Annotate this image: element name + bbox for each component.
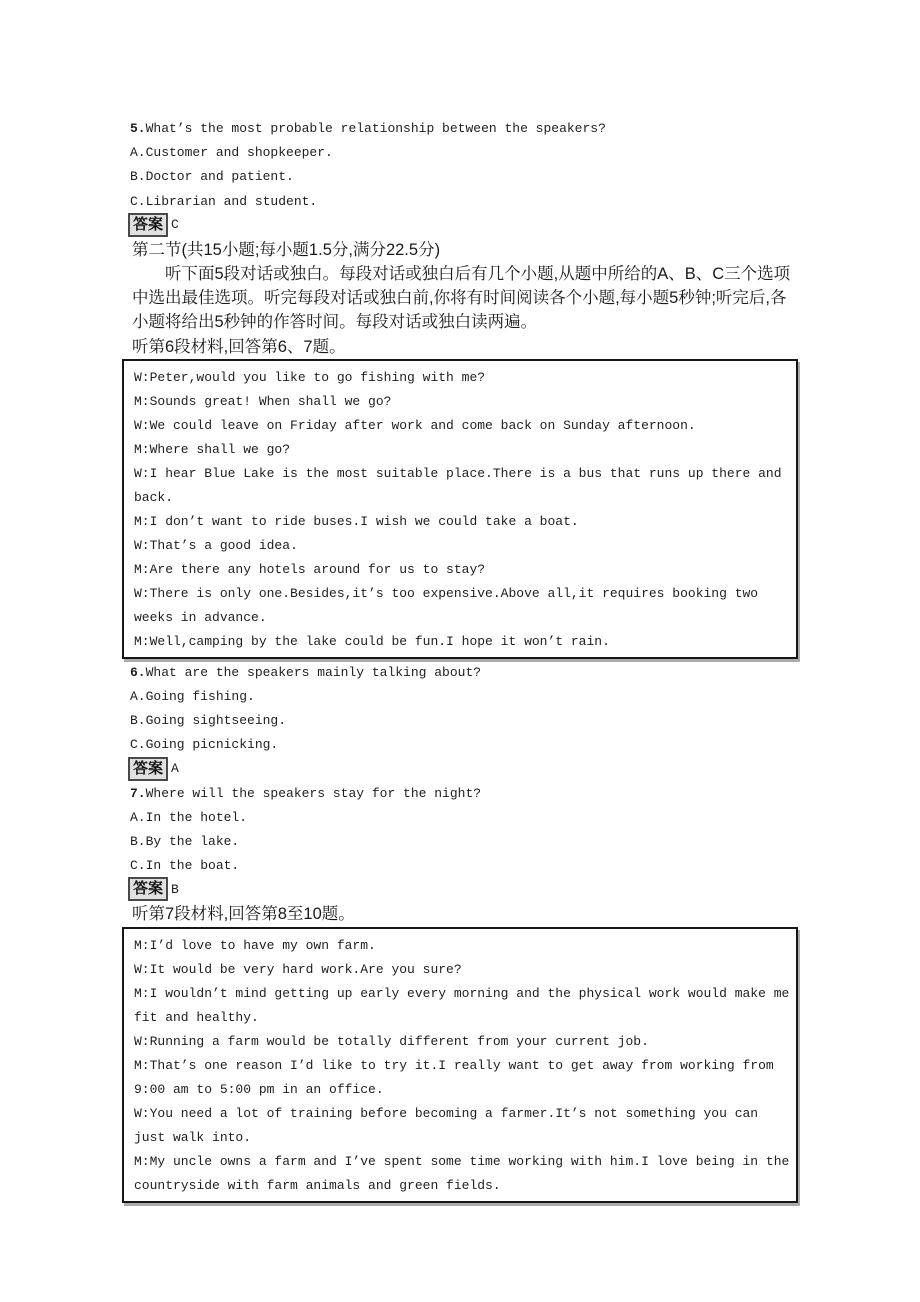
dialogue-line: W:We could leave on Friday after work and come back on Sunday afternoon. <box>134 417 696 433</box>
question-6-number: 6. <box>130 664 146 680</box>
dialogue-line: M:Where shall we go? <box>134 441 291 457</box>
dialogue-line: M:My uncle owns a farm and I’ve spent some time working with him.I love being in the countryside with farm animals and green fields. <box>134 1153 790 1193</box>
question-5-option-b: B.Doctor and patient. <box>130 169 294 185</box>
question-7-answer-row <box>128 878 920 900</box>
question-5-text: What’s the most probable relationship between the speakers? <box>145 121 606 136</box>
answer-badge: 答案 <box>128 757 168 781</box>
question-5-stem <box>130 117 920 141</box>
question-6-answer-row <box>128 758 920 780</box>
question-7 <box>0 782 920 901</box>
question-7-answer: B <box>171 881 179 897</box>
answer-badge: 答案 <box>128 213 168 237</box>
dialogue-line: M:I don’t want to ride buses.I wish we could take a boat. <box>134 513 579 529</box>
question-7-option-c: C.In the boat. <box>130 858 240 874</box>
question-6-option-a: A.Going fishing. <box>130 689 255 705</box>
dialogue-line: W:It would be very hard work.Are you sure? <box>134 961 462 977</box>
dialogue-line: M:Are there any hotels around for us to stay? <box>134 561 486 577</box>
dialogue-line: W:That’s a good idea. <box>134 537 298 553</box>
dialogue-line: M:Well,camping by the lake could be fun.I hope it won’t rain. <box>134 633 610 649</box>
material-prompt-7: 听第7段材料,回答第8至10题。 <box>132 905 355 924</box>
dialogue-line: W:I hear Blue Lake is the most suitable place.There is a bus that runs up there and back. <box>134 465 782 505</box>
question-5-option-a: A.Customer and shopkeeper. <box>130 145 333 161</box>
question-6-stem <box>130 661 920 685</box>
dialogue-line: W:You need a lot of training before becoming a farmer.It’s not something you can just walk into. <box>134 1105 759 1145</box>
dialogue-line: W:There is only one.Besides,it’s too expensive.Above all,it requires booking two weeks in advance. <box>134 585 759 625</box>
dialogue-box-7 <box>122 927 798 1203</box>
question-6-answer: A <box>171 761 179 777</box>
answer-badge: 答案 <box>128 877 168 901</box>
question-5-answer: C <box>171 217 179 233</box>
question-7-number: 7. <box>130 785 146 801</box>
question-5 <box>0 117 920 236</box>
question-5-option-c: C.Librarian and student. <box>130 193 318 209</box>
dialogue-line: M:Sounds great! When shall we go? <box>134 393 392 409</box>
dialogue-line: M:That’s one reason I’d like to try it.I really want to get away from working from 9:00 am to 5:00 pm in an office. <box>134 1057 774 1097</box>
material-prompt-6: 听第6段材料,回答第6、7题。 <box>132 337 346 356</box>
question-6 <box>0 661 920 780</box>
dialogue-box-6 <box>122 359 798 659</box>
question-6-option-b: B.Going sightseeing. <box>130 713 287 729</box>
question-6-text: What are the speakers mainly talking about? <box>145 664 482 680</box>
dialogue-line: M:I’d love to have my own farm. <box>134 937 376 953</box>
section-header: 第二节(共15小题;每小题1.5分,满分22.5分) <box>132 240 441 259</box>
dialogue-line: W:Peter,would you like to go fishing with me? <box>134 369 486 385</box>
question-7-text: Where will the speakers stay for the night? <box>145 785 482 801</box>
dialogue-line: W:Running a farm would be totally different from your current job. <box>134 1033 649 1049</box>
question-7-option-b: B.By the lake. <box>130 834 240 850</box>
dialogue-line: M:I wouldn’t mind getting up early every morning and the physical work would make me fit and healthy. <box>134 985 790 1025</box>
question-7-stem <box>130 782 920 806</box>
question-5-answer-row <box>128 214 920 236</box>
question-6-option-c: C.Going picnicking. <box>130 737 279 753</box>
listening-instructions: 听下面5段对话或独白。每段对话或独白后有几个小题,从题中所给的A、B、C三个选项中选出最佳选项。听完每段对话或独白前,你将有时间阅读各个小题,每小题5秒钟;听完后,各小题将给出5秒钟的作答时间。每段对话或独白读两遍。 <box>132 265 791 332</box>
question-5-number: 5. <box>130 121 146 136</box>
question-7-option-a: A.In the hotel. <box>130 809 248 825</box>
